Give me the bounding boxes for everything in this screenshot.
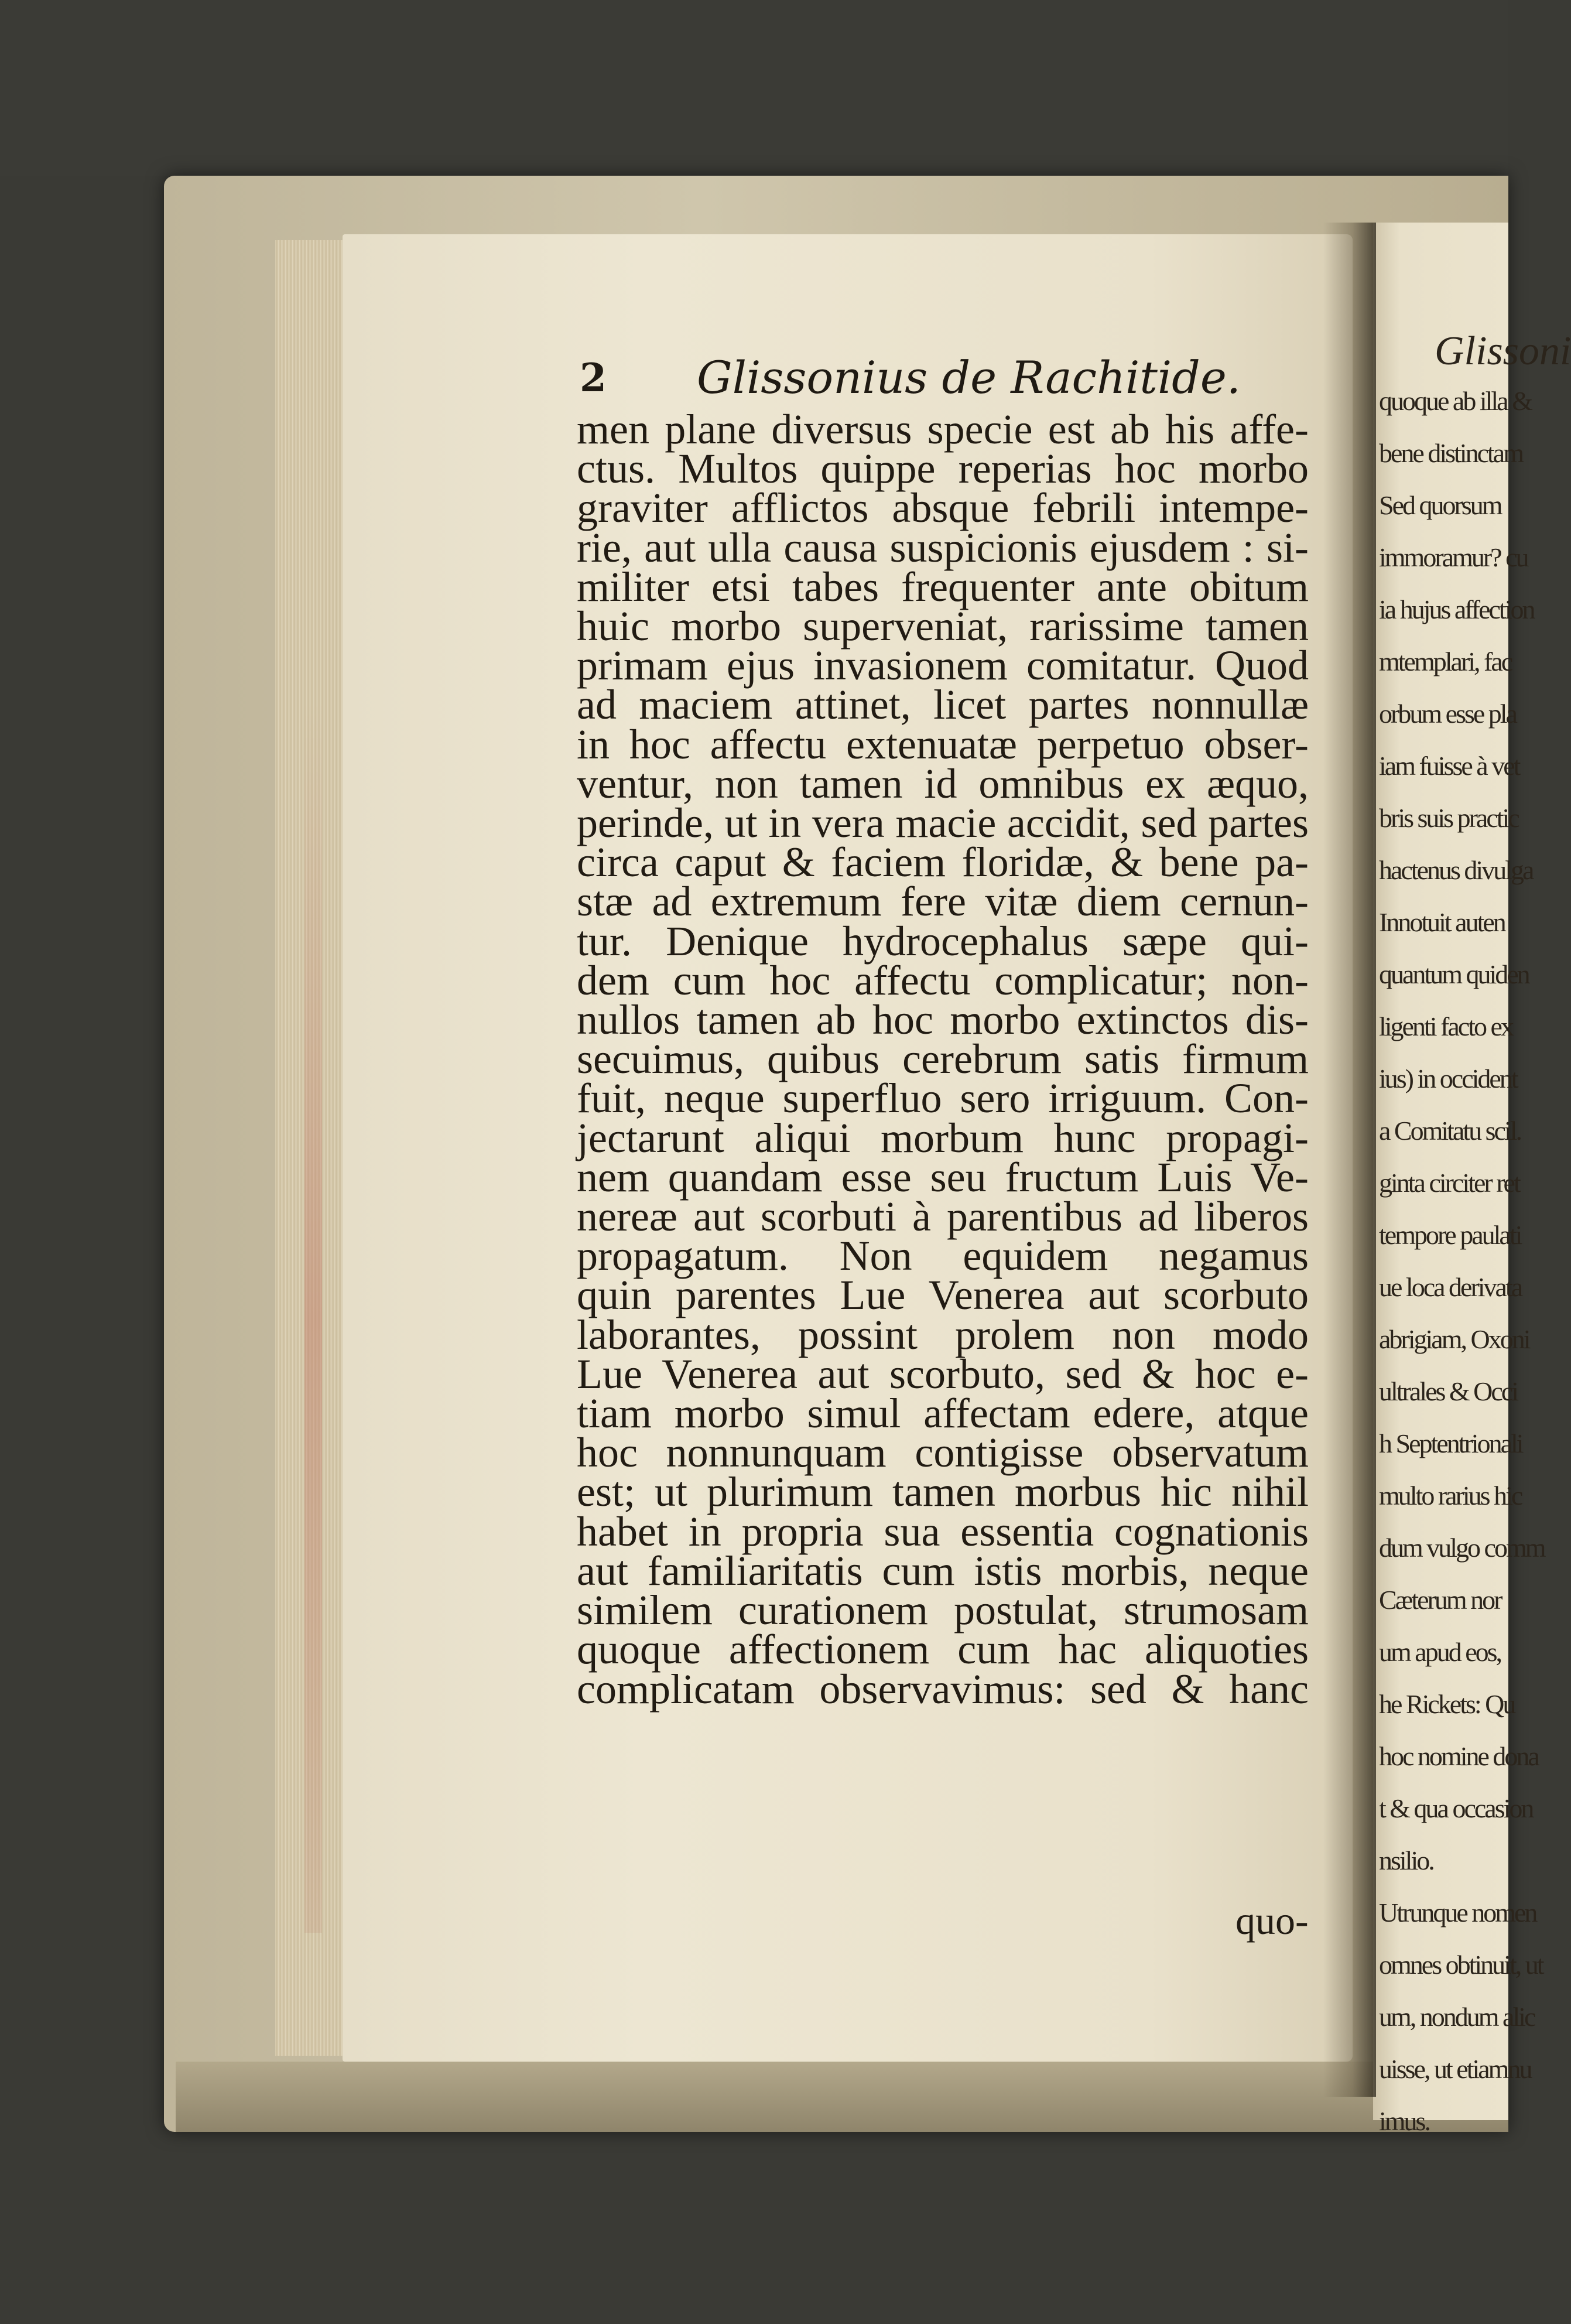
text-line: militer etsi tabes frequenter ante obitum [577, 563, 1309, 610]
facing-text-line: Cæterum nor [1379, 1585, 1501, 1615]
text-line: quoque affectionem cum hac aliquoties [577, 1626, 1309, 1673]
facing-text-line: mtemplari, fac [1379, 647, 1512, 676]
text-line: habet in propria sua essentia cognationis [577, 1508, 1309, 1555]
text-line: nullos tamen ab hoc morbo extinctos dis- [577, 996, 1309, 1044]
facing-text-line: t & qua occasion [1379, 1793, 1533, 1823]
page-header [580, 351, 1312, 410]
facing-text-line: abrigiam, Oxoni [1379, 1324, 1529, 1354]
facing-text-line: orbum esse pla [1379, 699, 1516, 729]
facing-text-line: Utrunque nomen [1379, 1898, 1536, 1927]
facing-text-line: ius) in occident [1379, 1064, 1517, 1093]
facing-text-line: um apud eos, [1379, 1637, 1501, 1667]
text-line: Lue Venerea aut scorbuto, sed & hoc e- [577, 1350, 1309, 1397]
facing-text-line: quantum quiden [1379, 959, 1529, 989]
text-line: perinde, ut in vera macie accidit, sed partes [577, 799, 1309, 847]
facing-text-line: omnes obtinuit, ut [1379, 1950, 1543, 1980]
book-gutter [1323, 223, 1376, 2097]
text-line: in hoc affectu extenuatæ perpetuo obser- [577, 720, 1309, 768]
text-line: ad maciem attinet, licet partes nonnullæ [577, 681, 1309, 729]
facing-text-line: ligenti facto ex [1379, 1011, 1512, 1041]
text-line: similem curationem postulat, strumosam [577, 1587, 1309, 1634]
facing-page-text [1379, 328, 1545, 2136]
facing-text-line: multo rarius hic [1379, 1481, 1522, 1510]
text-line: nem quandam esse seu fructum Luis Ve- [577, 1153, 1309, 1201]
facing-text-line: ginta circiter ret [1379, 1168, 1519, 1198]
table-background [0, 0, 1508, 176]
facing-text-line: ue loca derivata [1379, 1272, 1522, 1302]
facing-text-line: h Septentrionali [1379, 1428, 1522, 1458]
text-line: propagatum. Non equidem negamus [577, 1232, 1309, 1280]
cover-bottom-edge [176, 2062, 1508, 2132]
body-text [577, 406, 1309, 1713]
page-number: 2 [580, 355, 607, 401]
text-line: ctus. Multos quippe reperias hoc morbo [577, 445, 1309, 493]
text-line: est; ut plurimum tamen morbus hic nihil [577, 1468, 1309, 1516]
catchword: quo- [1235, 1898, 1309, 1943]
facing-text-line: um, nondum alic [1379, 2002, 1535, 2032]
text-line: laborantes, possint prolem non modo [577, 1311, 1309, 1358]
facing-text-line: ultrales & Occi [1379, 1376, 1518, 1406]
text-line: rie, aut ulla causa suspicionis ejusdem : si- [577, 524, 1309, 571]
facing-spacer [1379, 328, 1508, 375]
text-line: dem cum hoc affectu complicatur; non- [577, 956, 1309, 1004]
facing-text-line: he Rickets: Qu [1379, 1689, 1515, 1719]
text-line: fuit, neque superfluo sero irriguum. Con- [577, 1075, 1309, 1122]
text-line: ventur, non tamen id omnibus ex æquo, [577, 760, 1309, 807]
text-line: circa caput & faciem floridæ, & bene pa- [577, 839, 1309, 886]
facing-text-line: bris suis practic [1379, 803, 1518, 833]
facing-text-line: iam fuisse à vet [1379, 751, 1519, 781]
facing-text-line: immoramur? cu [1379, 542, 1528, 572]
text-line: tiam morbo simul affectam edere, atque [577, 1390, 1309, 1437]
text-line: stæ ad extremum fere vitæ diem cernun- [577, 878, 1309, 925]
text-line: complicatam observavimus: sed & hanc [577, 1665, 1309, 1713]
text-line: hoc nonnunquam contigisse observatum [577, 1429, 1309, 1477]
facing-text-line: bene distinctam [1379, 438, 1522, 468]
text-line: secuimus, quibus cerebrum satis firmum [577, 1035, 1309, 1083]
text-line: men plane diversus specie est ab his affe- [577, 406, 1309, 453]
running-head: Glissonius de Rachitide. [697, 351, 1241, 404]
facing-text-line: imus. [1379, 2106, 1429, 2136]
text-line: primam ejus invasionem comitatur. Quod [577, 642, 1309, 689]
text-line: nereæ aut scorbuti à parentibus ad liberos [577, 1193, 1309, 1240]
facing-running-head: Glissoni [1435, 329, 1571, 374]
page-edge-stain [304, 703, 322, 1933]
facing-text-line: tempore paulati [1379, 1220, 1521, 1250]
text-line: graviter afflictos absque febrili intempe- [577, 484, 1309, 532]
facing-text-line: Innotuit auten [1379, 907, 1505, 937]
facing-text-line: dum vulgo comm [1379, 1533, 1545, 1563]
facing-text-line: hactenus divulga [1379, 855, 1533, 885]
facing-text-line: ia hujus affection [1379, 594, 1534, 624]
facing-text-line: uisse, ut etiamnu [1379, 2054, 1531, 2084]
text-line: aut familiaritatis cum istis morbis, neque [577, 1547, 1309, 1594]
text-line: jectarunt aliqui morbum hunc propagi- [577, 1114, 1309, 1161]
text-line: huic morbo superveniat, rarissime tamen [577, 603, 1309, 650]
text-line: quin parentes Lue Venerea aut scorbuto [577, 1272, 1309, 1319]
facing-text-line: quoque ab illa & [1379, 386, 1531, 416]
facing-text-line: Sed quorsum [1379, 490, 1501, 520]
facing-text-line: hoc nomine dona [1379, 1741, 1538, 1771]
facing-text-line: nsilio. [1379, 1845, 1433, 1875]
text-line: tur. Denique hydrocephalus sæpe qui- [577, 917, 1309, 965]
facing-text-line: a Comitatu scil. [1379, 1116, 1521, 1146]
